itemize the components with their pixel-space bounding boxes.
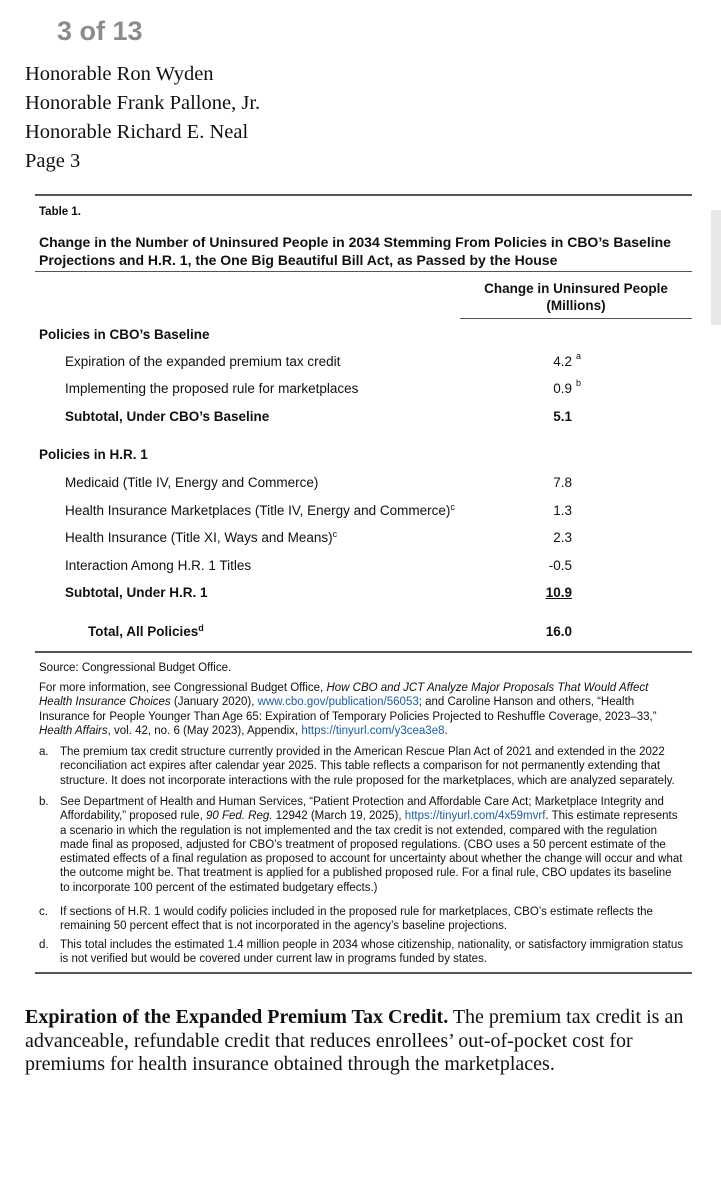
table-row-value: -0.5 bbox=[548, 558, 572, 573]
footnote-b: b. See Department of Health and Human Services, “Patient Protection and Affordable Care Act; Marketplace Integrity and Affordability,” proposed rule, 90 Fed. Reg. 12942 (March 19, 2025), https://tinyurl.com/4x59mvrf. This estimate represents a scenario in which the regulation is not implemented and the tax credit is not extended, compared with the regulation made final as proposed, adjusted for CBO’s treatment of proposed regulations. (CBO uses a 50 percent estimate of the estimated effects of a final regulation as proposed to account for uncertainty about whether the change will occur and what the outcome might be. That treatment is applied for a published proposed rule. For a final rule, CBO updates its baseline to incorporate 100 percent of the estimated budgetary effects.) bbox=[39, 796, 683, 894]
subtotal-label: Subtotal, Under H.R. 1 bbox=[65, 585, 208, 600]
table-row-value: 4.2 a bbox=[553, 351, 582, 369]
footnote-a: a. The premium tax credit structure currently provided in the American Rescue Plan Act of 2021 and extended in the 2022 reconciliation act expires after calendar year 2025. This table reflects a comparison for not permanently extending that structure. It does not incorporate interactions with the rule proposed for the marketplaces, which are analyzed separately. bbox=[39, 746, 675, 787]
table-row-label: Expiration of the expanded premium tax credit bbox=[65, 354, 341, 369]
page-indicator: 3 of 13 bbox=[57, 16, 143, 46]
address-line: Honorable Ron Wyden bbox=[25, 63, 214, 85]
footnote-ref: c bbox=[450, 502, 455, 512]
footnote-ref: b bbox=[576, 378, 582, 388]
regulation-link[interactable]: https://tinyurl.com/4x59mvrf bbox=[404, 810, 546, 823]
column-header-rule bbox=[460, 318, 692, 319]
table-title: Change in the Number of Uninsured People in 2034 Stemming From Policies in CBO’s Baseline Projections and H.R. 1, the One Big Beautiful Bill Act, as Passed by the House bbox=[39, 234, 671, 268]
footnote-ref: d bbox=[198, 623, 204, 633]
footnote-d: d. This total includes the estimated 1.4 million people in 2034 whose citizenship, nationality, or satisfactory immigration status is not verified but would be covered under current law in programs funded by states. bbox=[39, 939, 684, 966]
source-note: Source: Congressional Budget Office. bbox=[39, 662, 232, 674]
table-row-value: 0.9 b bbox=[553, 378, 582, 396]
total-label: Total, All Policies$^d$ bbox=[88, 623, 204, 639]
appendix-link[interactable]: https://tinyurl.com/y3cea3e8 bbox=[301, 724, 445, 737]
column-header: Change in Uninsured People (Millions) bbox=[484, 281, 668, 313]
table-row-label: Medicaid (Title IV, Energy and Commerce) bbox=[65, 475, 319, 490]
subtotal-value: 5.1 bbox=[553, 409, 572, 424]
body-paragraph: Expiration of the Expanded Premium Tax Credit. The premium tax credit is an advanceable, refundable credit that reduces enrollees’ out-of-pocket cost for premiums for health insurance obtained through the marketplaces. bbox=[25, 1006, 684, 1075]
address-line: Honorable Frank Pallone, Jr. bbox=[25, 92, 261, 114]
title-rule bbox=[35, 271, 692, 272]
paragraph-heading: Expiration of the Expanded Premium Tax Credit. bbox=[25, 1006, 449, 1028]
footnote-c: c. If sections of H.R. 1 would codify policies included in the proposed rule for marketplaces, CBO’s estimate reflects the remaining 50 percent effect that is not incorporated in the agency’s baseline projections. bbox=[39, 906, 653, 933]
address-line: Honorable Richard E. Neal bbox=[25, 121, 249, 143]
total-value: 16.0 bbox=[545, 624, 572, 639]
section-heading: Policies in CBO’s Baseline bbox=[39, 327, 210, 342]
table-bottom-rule bbox=[35, 651, 692, 653]
subtotal-value: 10.9 bbox=[545, 585, 572, 600]
more-info-note: For more information, see Congressional Budget Office, How CBO and JCT Analyze Major Proposals That Would Affect Health Insurance Choices (January 2020), www.cbo.gov/publication/56053; and Caroline Hanson and others, “Health Insurance for People Younger Than Age 65: Expiration of Temporary Policies Projected to Reshuffle Coverage, 2023–33,” Health Affairs, vol. 42, no. 6 (May 2023), Appendix, https://tinyurl.com/y3cea3e8. bbox=[39, 682, 657, 737]
table-row-value: 7.8 bbox=[553, 475, 572, 490]
footnotes-bottom-rule bbox=[35, 972, 692, 974]
address-block bbox=[25, 60, 260, 176]
scroll-edge bbox=[711, 210, 721, 325]
table-row-value: 2.3 bbox=[553, 530, 572, 545]
footnote-ref: c bbox=[332, 529, 338, 539]
table-label: Table 1. bbox=[39, 206, 81, 218]
cbo-publication-link[interactable]: www.cbo.gov/publication/56053 bbox=[257, 696, 419, 709]
section-heading: Policies in H.R. 1 bbox=[39, 447, 148, 462]
table-row-label: Implementing the proposed rule for marketplaces bbox=[65, 381, 359, 396]
page-number-line: Page 3 bbox=[25, 150, 81, 172]
table-top-rule bbox=[35, 194, 692, 196]
table-row-label: Health Insurance (Title XI, Ways and Means)$^c$ bbox=[65, 529, 338, 545]
table-row-label: Health Insurance Marketplaces (Title IV, Energy and Commerce)$^c$ bbox=[65, 502, 455, 518]
table-row-value: 1.3 bbox=[553, 503, 572, 518]
table-row-label: Interaction Among H.R. 1 Titles bbox=[65, 558, 252, 573]
footnote-ref: a bbox=[576, 351, 582, 361]
subtotal-label: Subtotal, Under CBO’s Baseline bbox=[65, 409, 270, 424]
